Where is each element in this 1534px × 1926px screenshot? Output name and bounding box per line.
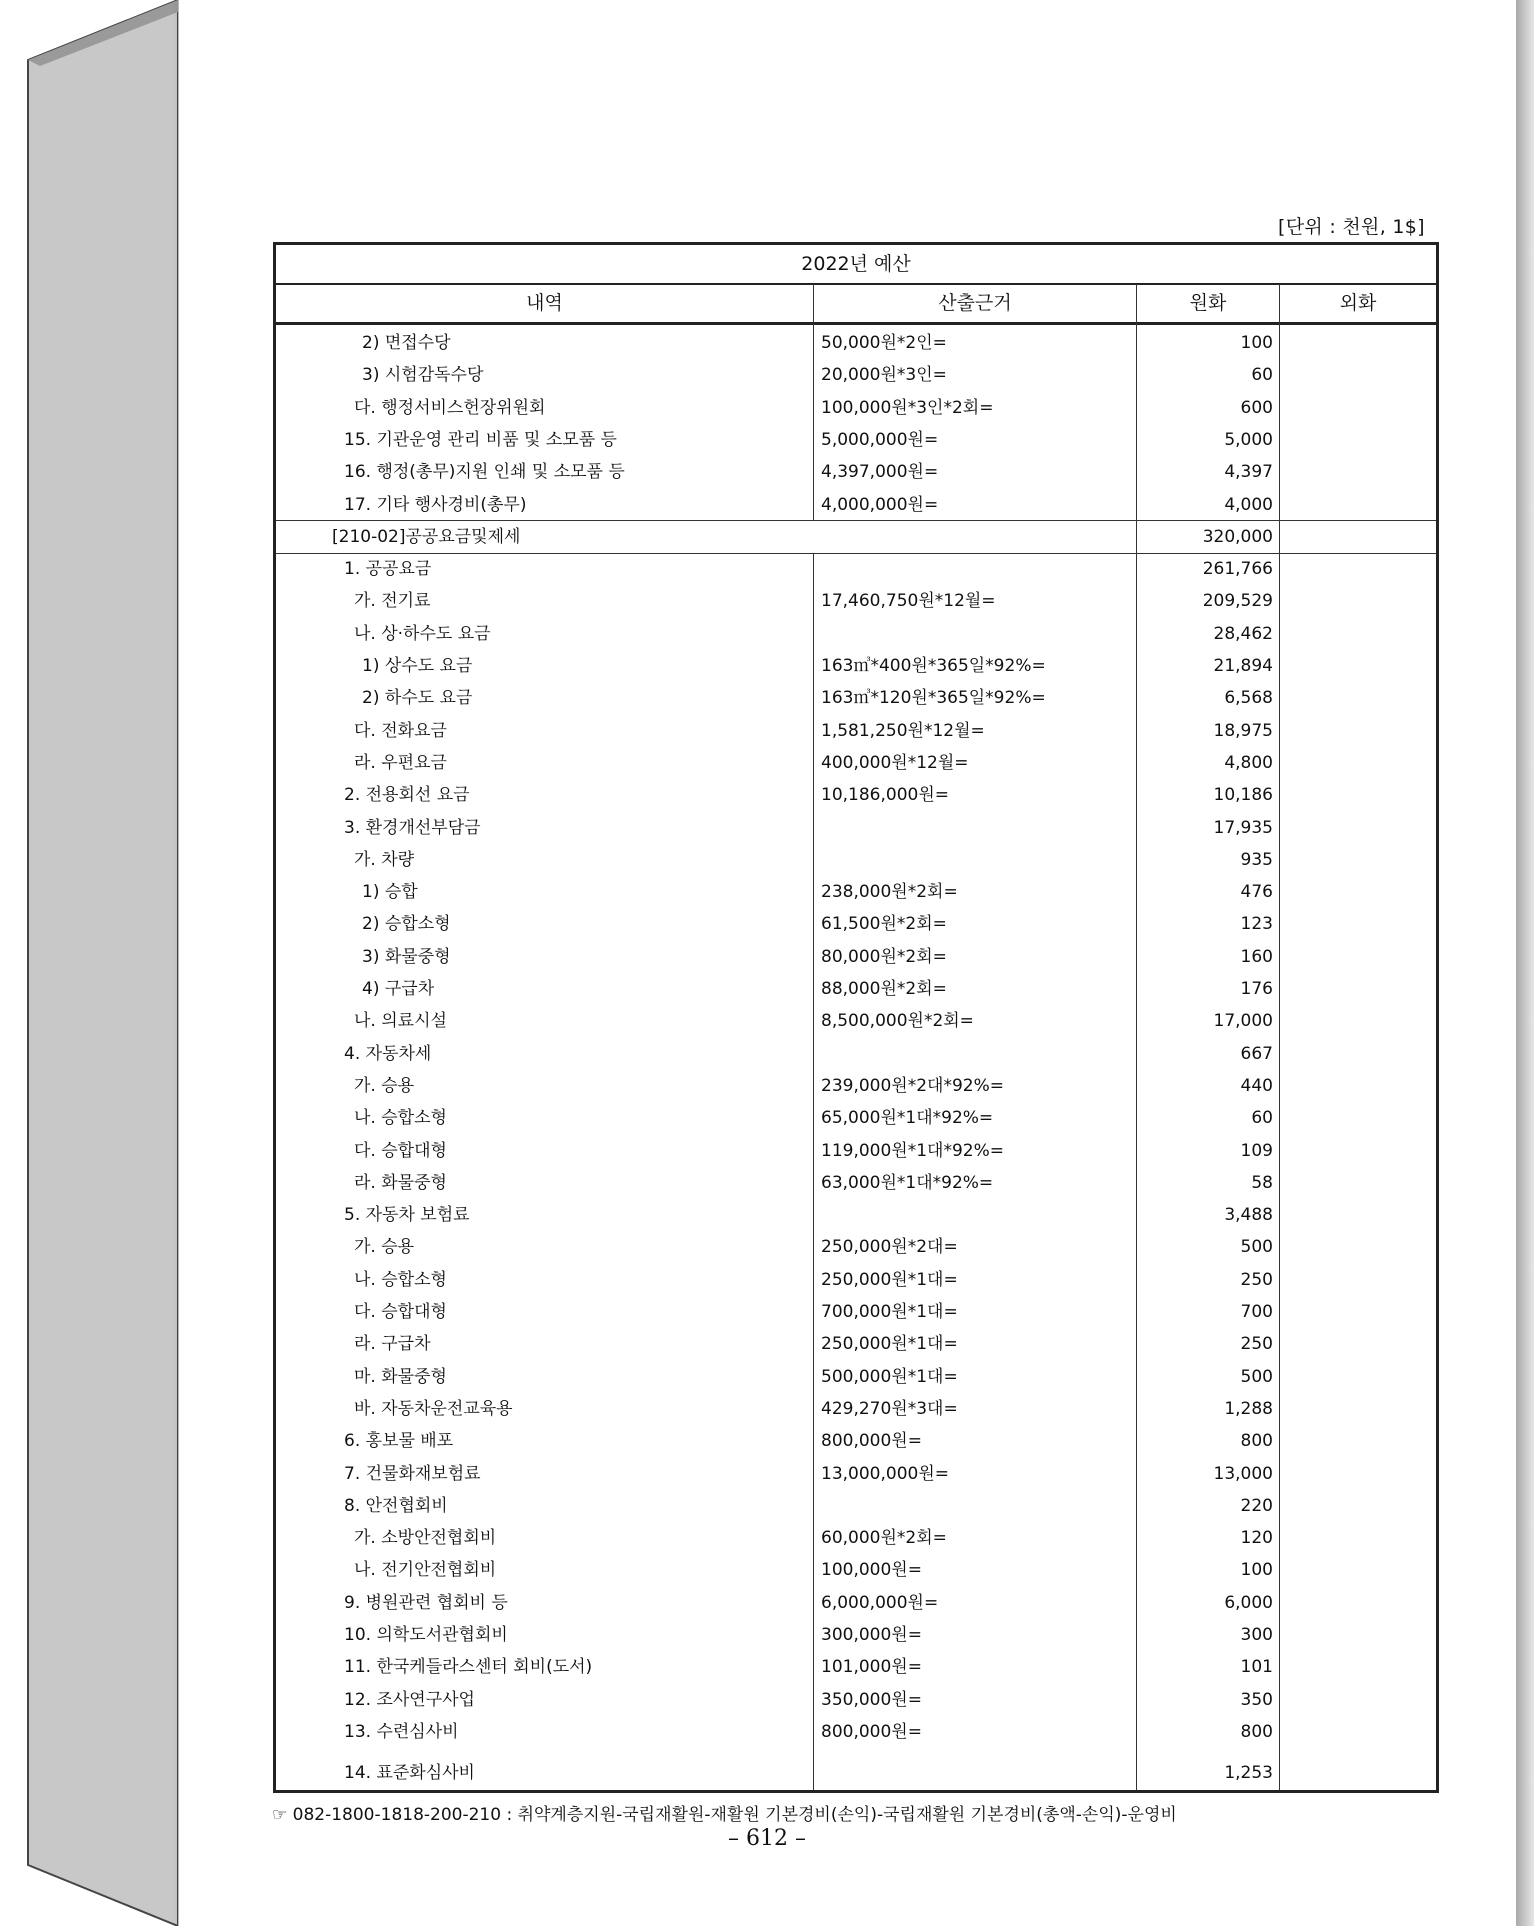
table-row — [276, 715, 1436, 747]
row-item: 나. 전기안전협회비 — [354, 1560, 497, 1581]
table-row — [276, 1070, 1436, 1102]
row-krw: 800 — [1240, 1431, 1273, 1452]
row-basis: 4,000,000원= — [821, 494, 939, 515]
page-number: – 612 – — [728, 1826, 806, 1851]
table-row — [276, 1038, 1436, 1070]
table-row — [276, 1296, 1436, 1328]
table-row — [276, 650, 1436, 682]
row-item: 5. 자동차 보험료 — [344, 1205, 470, 1226]
row-item: 나. 상·하수도 요금 — [354, 623, 491, 644]
table-row — [276, 392, 1436, 424]
row-item: 2. 전용회선 요금 — [344, 785, 470, 806]
row-krw: 58 — [1251, 1172, 1273, 1193]
row-basis: 80,000원*2회= — [821, 946, 947, 967]
row-basis: 20,000원*3인= — [821, 365, 947, 386]
row-krw: 250 — [1240, 1334, 1273, 1355]
row-basis: 10,186,000원= — [821, 785, 950, 806]
row-krw: 18,975 — [1213, 720, 1273, 741]
table-row — [276, 844, 1436, 876]
row-basis: 119,000원*1대*92%= — [821, 1140, 1004, 1161]
table-row — [276, 941, 1436, 973]
row-basis: 88,000원*2회= — [821, 979, 947, 999]
row-krw: 17,000 — [1213, 1011, 1273, 1032]
row-item: 6. 홍보물 배포 — [344, 1431, 454, 1452]
table-row — [276, 1102, 1436, 1134]
row-krw: 160 — [1240, 946, 1273, 967]
row-krw: 1,288 — [1224, 1398, 1273, 1419]
table-row — [276, 1522, 1436, 1554]
table-row — [276, 424, 1436, 456]
table-row — [276, 1554, 1436, 1586]
row-basis: 4,397,000원= — [821, 462, 939, 483]
row-item: 4. 자동차세 — [344, 1043, 432, 1064]
row-basis: 163㎥*120원*365일*92%= — [821, 688, 1046, 709]
table-row — [276, 1490, 1436, 1522]
row-krw: 500 — [1240, 1366, 1273, 1387]
row-item: 3) 화물중형 — [362, 946, 451, 967]
row-item: 13. 수련심사비 — [344, 1721, 459, 1742]
table-row — [276, 1458, 1436, 1490]
row-krw: 667 — [1240, 1043, 1273, 1064]
row-krw: 320,000 — [1202, 526, 1273, 547]
row-basis: 250,000원*1대= — [821, 1334, 958, 1355]
table-row — [276, 1199, 1436, 1231]
row-item: 11. 한국케들라스센터 회비(도서) — [344, 1657, 593, 1678]
row-basis: 1,581,250원*12월= — [821, 720, 985, 741]
row-basis: 8,500,000원*2회= — [821, 1011, 974, 1032]
row-basis: 13,000,000원= — [821, 1463, 950, 1484]
table-row — [276, 747, 1436, 779]
row-krw: 500 — [1240, 1237, 1273, 1258]
row-basis: 700,000원*1대= — [821, 1302, 958, 1322]
table-row — [276, 1425, 1436, 1457]
row-krw: 6,000 — [1224, 1592, 1273, 1613]
row-item: 라. 구급차 — [354, 1334, 431, 1355]
row-item: 2) 승합소형 — [362, 914, 451, 935]
column-header-krw: 원화 — [1189, 292, 1227, 314]
table-row — [276, 553, 1436, 585]
table-row — [276, 1651, 1436, 1683]
table-row — [276, 908, 1436, 940]
row-krw: 109 — [1240, 1140, 1273, 1161]
row-item: 1. 공공요금 — [344, 559, 432, 580]
row-item: [210-02]공공요금및제세 — [332, 526, 521, 547]
table-row — [276, 876, 1436, 908]
row-item: 7. 건물화재보험료 — [344, 1463, 481, 1484]
row-krw: 4,397 — [1224, 462, 1273, 483]
row-basis: 60,000원*2회= — [821, 1528, 947, 1549]
row-krw: 3,488 — [1224, 1205, 1273, 1226]
unit-note: [단위 : 천원, 1$] — [1278, 216, 1425, 238]
table-row — [276, 1005, 1436, 1037]
row-krw: 123 — [1240, 914, 1273, 935]
row-krw: 600 — [1240, 397, 1273, 418]
column-header-foreign: 외화 — [1339, 292, 1377, 314]
budget-table — [273, 242, 1439, 1793]
row-krw: 440 — [1240, 1075, 1273, 1096]
row-basis: 429,270원*3대= — [821, 1398, 958, 1419]
row-basis: 50,000원*2인= — [821, 333, 947, 353]
row-basis: 61,500원*2회= — [821, 914, 947, 935]
table-row — [276, 1587, 1436, 1619]
table-column-header — [276, 284, 1436, 325]
row-item: 가. 전기료 — [354, 591, 431, 612]
row-basis: 65,000원*1대*92%= — [821, 1108, 994, 1129]
row-basis: 100,000원*3인*2회= — [821, 397, 994, 418]
row-item: 마. 화물중형 — [354, 1366, 447, 1387]
account-code-note: ☞ 082-1800-1818-200-210 : 취약계층지원-국립재활원-재활원 기본경비(손익)-국립재활원 기본경비(총액-손익)-운영비 — [272, 1805, 1177, 1825]
row-item: 다. 전화요금 — [354, 720, 447, 741]
row-basis: 250,000원*2대= — [821, 1237, 958, 1258]
row-item: 바. 자동차운전교육용 — [354, 1398, 513, 1419]
row-basis: 5,000,000원= — [821, 429, 939, 450]
table-year-title: 2022년 예산 — [276, 245, 1436, 285]
row-krw: 4,000 — [1224, 494, 1273, 515]
row-item: 12. 조사연구사업 — [344, 1689, 475, 1710]
row-item: 라. 화물중형 — [354, 1172, 447, 1193]
table-section-row — [276, 521, 1436, 553]
row-item: 15. 기관운영 관리 비품 및 소모품 등 — [344, 429, 617, 450]
row-krw: 350 — [1240, 1689, 1273, 1710]
row-item: 10. 의학도서관협회비 — [344, 1625, 508, 1645]
table-row — [276, 682, 1436, 714]
row-krw: 28,462 — [1213, 623, 1273, 644]
column-header-item: 내역 — [526, 292, 563, 314]
row-item: 다. 행정서비스헌장위원회 — [354, 397, 546, 418]
row-basis: 250,000원*1대= — [821, 1269, 958, 1290]
section-span-mask — [812, 521, 816, 553]
row-item: 1) 상수도 요금 — [362, 656, 473, 676]
row-krw: 176 — [1240, 979, 1273, 999]
row-krw: 120 — [1240, 1528, 1273, 1549]
row-item: 나. 승합소형 — [354, 1269, 447, 1290]
row-item: 나. 승합소형 — [354, 1108, 447, 1129]
row-basis: 350,000원= — [821, 1689, 922, 1710]
table-row — [276, 456, 1436, 488]
row-krw: 700 — [1240, 1302, 1273, 1322]
row-krw: 1,253 — [1224, 1763, 1273, 1784]
row-krw: 101 — [1240, 1657, 1273, 1678]
row-basis: 163㎥*400원*365일*92%= — [821, 656, 1046, 676]
row-krw: 17,935 — [1213, 817, 1273, 838]
row-krw: 21,894 — [1213, 656, 1273, 676]
row-item: 4) 구급차 — [362, 979, 435, 999]
row-krw: 800 — [1240, 1721, 1273, 1742]
row-krw: 13,000 — [1213, 1463, 1273, 1484]
row-basis: 239,000원*2대*92%= — [821, 1075, 1004, 1096]
table-row — [276, 1619, 1436, 1651]
table-row — [276, 812, 1436, 844]
row-basis: 101,000원= — [821, 1657, 922, 1678]
row-krw: 4,800 — [1224, 752, 1273, 773]
table-row — [276, 1135, 1436, 1167]
row-item: 3. 환경개선부담금 — [344, 817, 481, 838]
row-item: 다. 승합대형 — [354, 1302, 447, 1322]
row-krw: 300 — [1240, 1625, 1273, 1645]
row-krw: 209,529 — [1202, 591, 1273, 612]
row-item: 1) 승합 — [362, 882, 418, 903]
row-basis: 6,000,000원= — [821, 1592, 939, 1613]
row-krw: 10,186 — [1213, 785, 1273, 806]
row-basis: 238,000원*2회= — [821, 882, 958, 903]
row-item: 9. 병원관련 협회비 등 — [344, 1592, 508, 1613]
row-item: 다. 승합대형 — [354, 1140, 447, 1161]
table-row — [276, 1328, 1436, 1360]
table-row — [276, 1264, 1436, 1296]
table-row — [276, 1757, 1436, 1789]
table-row — [276, 1684, 1436, 1716]
column-header-basis: 산출근거 — [938, 292, 1012, 314]
row-krw: 100 — [1240, 333, 1273, 353]
row-krw: 60 — [1251, 1108, 1273, 1129]
row-item: 가. 차량 — [354, 849, 415, 870]
table-row — [276, 585, 1436, 617]
table-row — [276, 973, 1436, 1005]
row-basis: 800,000원= — [821, 1431, 922, 1452]
row-item: 2) 하수도 요금 — [362, 688, 473, 709]
row-item: 가. 승용 — [354, 1237, 415, 1258]
table-row — [276, 1231, 1436, 1263]
row-item: 14. 표준화심사비 — [344, 1763, 475, 1784]
table-row — [276, 327, 1436, 359]
row-item: 2) 면접수당 — [362, 333, 451, 353]
table-row — [276, 618, 1436, 650]
table-row — [276, 1716, 1436, 1748]
row-basis: 300,000원= — [821, 1625, 922, 1645]
row-item: 3) 시험감독수당 — [362, 365, 484, 386]
row-krw: 5,000 — [1224, 429, 1273, 450]
table-row — [276, 1361, 1436, 1393]
row-basis: 400,000원*12월= — [821, 752, 969, 773]
row-basis: 100,000원= — [821, 1560, 922, 1581]
row-basis: 500,000원*1대= — [821, 1366, 958, 1387]
row-basis: 63,000원*1대*92%= — [821, 1172, 994, 1193]
row-basis: 800,000원= — [821, 1721, 922, 1742]
row-item: 16. 행정(총무)지원 인쇄 및 소모품 등 — [344, 462, 625, 483]
row-item: 가. 승용 — [354, 1075, 415, 1096]
row-item: 라. 우편요금 — [354, 752, 447, 773]
table-row — [276, 779, 1436, 811]
table-row — [276, 1393, 1436, 1425]
row-krw: 220 — [1240, 1495, 1273, 1516]
row-item: 나. 의료시설 — [354, 1011, 447, 1032]
row-krw: 261,766 — [1202, 559, 1273, 580]
row-krw: 250 — [1240, 1269, 1273, 1290]
table-row — [276, 489, 1436, 521]
row-krw: 935 — [1240, 849, 1273, 870]
table-row — [276, 359, 1436, 391]
row-krw: 100 — [1240, 1560, 1273, 1581]
row-krw: 60 — [1251, 365, 1273, 386]
row-krw: 6,568 — [1224, 688, 1273, 709]
row-item: 17. 기타 행사경비(총무) — [344, 494, 527, 515]
row-item: 8. 안전협회비 — [344, 1495, 448, 1516]
row-item: 가. 소방안전협회비 — [354, 1528, 497, 1549]
row-basis: 17,460,750원*12월= — [821, 591, 996, 612]
table-row — [276, 1167, 1436, 1199]
row-krw: 476 — [1240, 882, 1273, 903]
page-edge-shadow — [1516, 0, 1534, 1926]
